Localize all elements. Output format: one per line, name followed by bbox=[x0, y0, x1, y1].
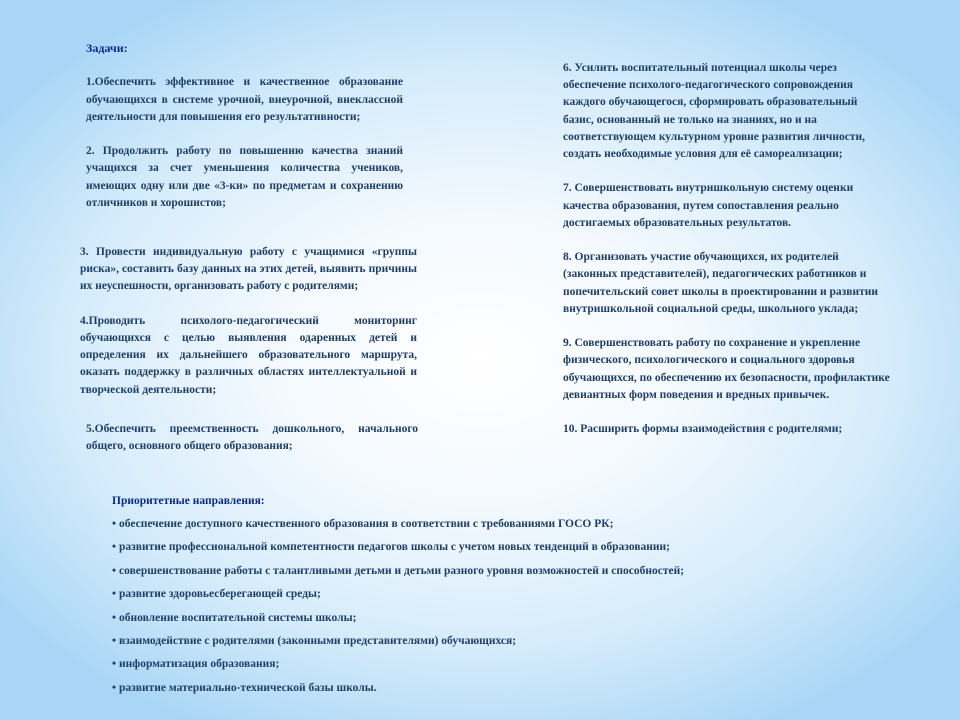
priority-item-text: обеспечение доступного качественного образования в соответствии с требованиями ГОСО РК; bbox=[119, 518, 614, 530]
task-10: 10. Расширить формы взаимодействия с родителями; bbox=[563, 423, 843, 436]
spacer bbox=[563, 318, 890, 335]
priority-item bbox=[112, 656, 812, 679]
task-6: 6. Усилить воспитательный потенциал школы через обеспечение психолого-педагогического сопровождения каждого обучающегося, сформировать образовательный базис, основанный не только на знаниях, но и на соответствующем культурном уровне развития личности, создать необходимые условия для её самореализации; bbox=[563, 62, 865, 161]
spacer bbox=[86, 57, 403, 74]
task-9: 9. Совершенствовать работу по сохранение и укрепление физического, психологического и социального здоровья обучающихся, по обеспечению их безопасности, профилактике девиантных форм поведения и вредных привычек. bbox=[563, 337, 890, 401]
tasks-left-middle bbox=[80, 244, 417, 399]
bullet-icon: • bbox=[112, 634, 117, 647]
priority-item bbox=[112, 516, 812, 539]
spacer bbox=[563, 404, 890, 421]
priorities-section bbox=[112, 493, 812, 703]
priority-item-text: информатизация образования; bbox=[119, 658, 280, 671]
bullet-icon: • bbox=[112, 588, 117, 601]
task-8: 8. Организовать участие обучающихся, их родителей (законных представителей), педагогических работников и попечительский совет школы в проектировании и развитии внутришкольной социальной среды, школьного уклада; bbox=[563, 251, 879, 315]
task-3: 3. Провести индивидуальную работу с учащимися «группы риска», составить базу данных на этих детей, выявить причины их неуспешности, организовать работу с родителями; bbox=[80, 246, 417, 293]
priorities-title: Приоритетные направления: bbox=[112, 495, 265, 507]
tasks-right bbox=[563, 60, 890, 438]
tasks-title: Задачи: bbox=[86, 41, 128, 55]
priority-item bbox=[112, 586, 812, 609]
bullet-icon: • bbox=[112, 541, 117, 554]
bullet-icon: • bbox=[112, 564, 117, 577]
tasks-left-top bbox=[86, 40, 403, 212]
task-7: 7. Совершенствовать внутришкольную систему оценки качества образования, путем сопоставления реально достигаемых образовательных результатов. bbox=[563, 182, 854, 229]
spacer bbox=[86, 126, 403, 143]
priority-item-text: развитие здоровьесберегающей среды; bbox=[119, 588, 321, 601]
priority-item bbox=[112, 563, 812, 586]
priority-item-text: развитие профессиональной компетентности педагогов школы с учетом новых тенденций в образовании; bbox=[119, 541, 670, 554]
priority-item bbox=[112, 539, 812, 562]
bullet-icon: • bbox=[112, 518, 117, 530]
bullet-icon: • bbox=[112, 611, 117, 624]
task-4: 4.Проводить психолого-педагогический мониторинг обучающихся с целью выявления одаренных детей и определения их дальнейшего образовательного маршрута, оказать поддержку в различных областях интеллектуальной и творческой деятельности; bbox=[80, 314, 417, 396]
priority-item bbox=[112, 680, 812, 703]
task-1: 1.Обеспечить эффективное и качественное образование обучающихся в системе урочной, внеурочной, внеклассной деятельности для повышения его результативности; bbox=[86, 76, 403, 123]
priority-item-text: совершенствование работы с талантливыми детьми и детьми разного уровня возможностей и способностей; bbox=[119, 564, 685, 577]
priority-item-text: обновление воспитательной системы школы; bbox=[119, 611, 357, 624]
bullet-icon: • bbox=[112, 658, 117, 671]
priority-item-text: развитие материально-технической базы школы. bbox=[119, 681, 377, 694]
spacer bbox=[80, 296, 417, 313]
priority-item-text: взаимодействие с родителями (законными представителями) обучающихся; bbox=[119, 634, 517, 647]
tasks-left-bottom bbox=[86, 421, 418, 455]
bullet-icon: • bbox=[112, 681, 117, 694]
task-5: 5.Обеспечить преемственность дошкольного, начального общего, основного общего образования; bbox=[86, 423, 418, 453]
priority-item bbox=[112, 610, 812, 633]
spacer bbox=[563, 163, 890, 180]
priority-item bbox=[112, 633, 812, 656]
task-2: 2. Продолжить работу по повышению качества знаний учащихся за счет уменьшения количества учеников, имеющих одну или две «3-ки» по предметам и сохранению отличников и хорошистов; bbox=[86, 145, 403, 209]
spacer bbox=[563, 232, 890, 249]
